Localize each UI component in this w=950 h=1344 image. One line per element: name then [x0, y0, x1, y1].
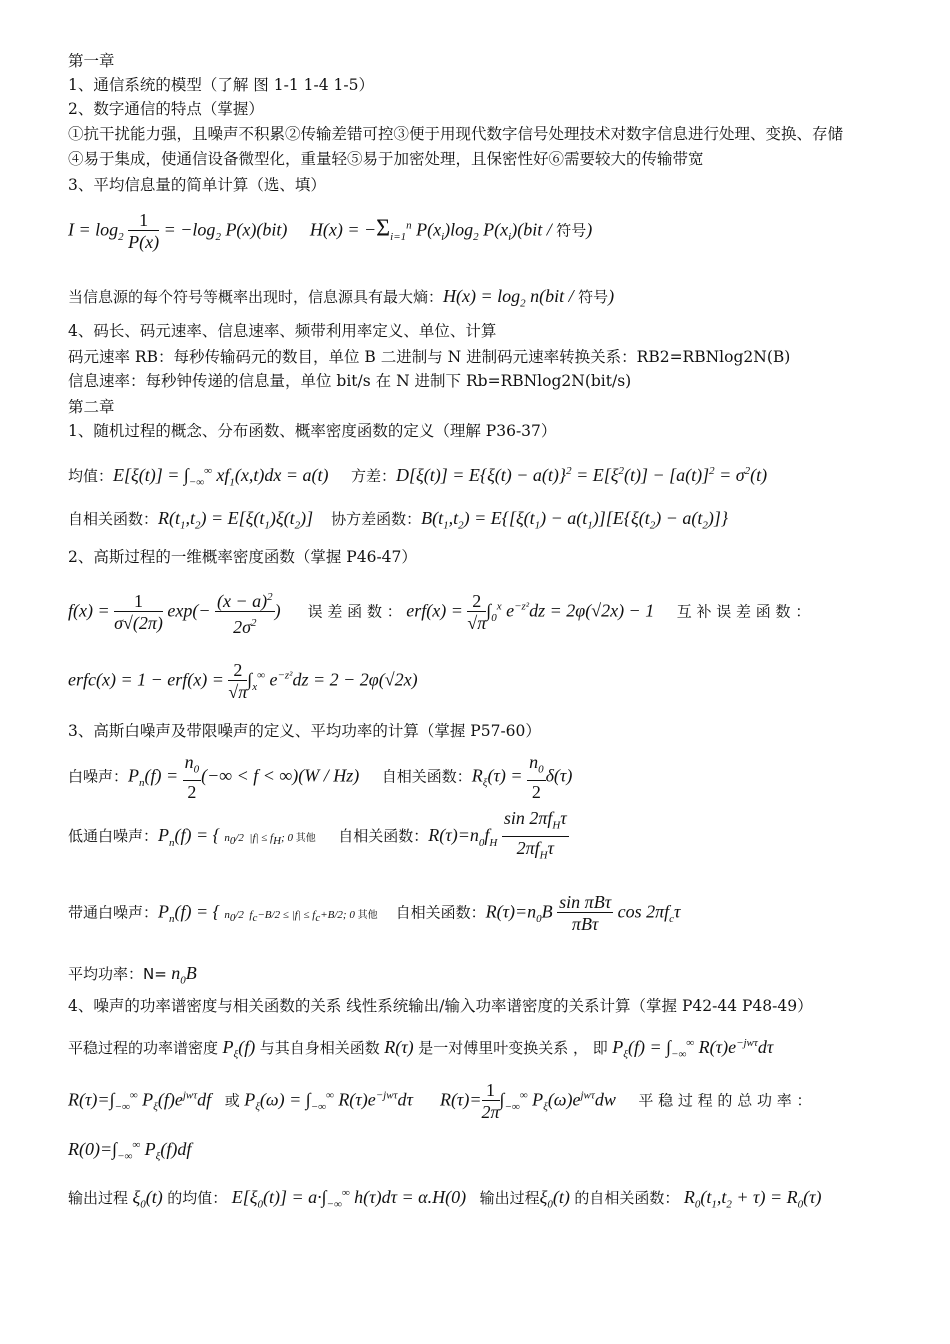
mean-label: 均值： [68, 467, 114, 485]
section-1-1: 1、通信系统的模型（了解 图 1-1 1-4 1-5） [68, 76, 374, 94]
total-power-label: 平 稳 过 程 的 总 功 率 ： [638, 1091, 812, 1110]
section-1-4: 4、码长、码元速率、信息速率、频带利用率定义、单位、计算 [68, 322, 497, 340]
other-label: 其他 [295, 833, 316, 845]
bandpass-label: 带通白噪声： [68, 903, 159, 922]
power-label: 平均功率：N= [68, 965, 167, 983]
variance-label: 方差： [351, 467, 397, 485]
section-1-2: 2、数字通信的特点（掌握） [68, 100, 264, 118]
formula-output-process: 输出过程 $\xi_0(t)$ 的均值： $E[\xi_0(t)] = a\cdot\int_{-\infty}^\infty$ h(τ)dτ = α.H(0) 输出过程$\xi_0(t)$ 的自相关函数： $R_0(t_1,t_2 + \tau) = R_0(\tau)$ [68, 1187, 822, 1211]
psd-text-3: 是一对傅里叶变换关系 ， 即 [418, 1039, 608, 1057]
formula-total-power: $R(0)=\int_{-\infty}^\infty$ $P_\xi(f)df$ [68, 1139, 192, 1163]
formula-white-noise: 白噪声：$P_n(f)$ = $\frac{n_0}{2}$ (−∞ < f < ∞)(W / Hz) 自相关函数：$R_\xi(\tau)$ = $\frac{n_0}{2}$ δ(τ) [68, 752, 573, 802]
section-1-2-line-a: ①抗干扰能力强，且噪声不积累②传输差错可控③便于用现代数字信号处理技术对数字信息进行处理、变换、存储 [68, 125, 844, 143]
formula-erfc: erfc(x) = 1 − erf(x) = $\frac{2}{√\pi}$ $\int_x^\infty$ $e^{-z^2}dz = 2 - 2\varphi(√2x)$ [68, 660, 418, 702]
formula-gaussian-pdf: f(x) = $\frac{1}{\sigma√(2\pi)}$ exp(− $\frac{(x - a)^2}{2\sigma^2}$ ) 误 差 函 数 ： erf(x) = $\frac{2}{√\pi}$ $\int_0^x$ $e^{-z^2}dz = 2\varphi(√2x) - 1$ 互 补 误 差 函 数 ： [68, 587, 810, 638]
formula-mean-variance: 均值：$E[\xi(t)] = \int_{-\infty}^\infty$ $xf_1(x,t)dx = a(t)$ 方差：$D[\xi(t)] = E\{\xi(t) - a(t)\}^2 = E[\xi^2(t)] - [a(t)]^2 = \sigma^2(t)$ [68, 465, 768, 489]
out-ac-label-2: 的自相关函数： [574, 1189, 680, 1207]
or-label: 或 [224, 1091, 240, 1110]
erf-label: 误 差 函 数 ： [307, 602, 402, 621]
psd-text: 平稳过程的功率谱密度 [68, 1039, 219, 1057]
formula-max-entropy: 当信息源的每个符号等概率出现时，信息源具有最大熵：$H(x) = \log_2 n(bit$ / 符号) [68, 286, 615, 310]
erfc-label: 互 补 误 差 函 数 ： [676, 602, 811, 621]
other-label-2: 其他 [357, 909, 378, 921]
section-1-4-line-a: 码元速率 RB：每秒传输码元的数目，单位 B 二进制与 N 进制码元速率转换关系：RB2=RBNlog2N(B) [68, 348, 791, 366]
section-1-4-line-b: 信息速率：每秒钟传递的信息量，单位 bit/s 在 N 进制下 Rb=RBNlog2N(bit/s) [68, 372, 632, 390]
out-mean-label: 输出过程 [68, 1189, 129, 1207]
white-ac-label: 自相关函数： [381, 767, 472, 786]
symbol-label: 符号 [556, 221, 587, 240]
lowpass-label: 低通白噪声： [68, 827, 159, 846]
chapter-1-heading: 第一章 [68, 52, 115, 70]
section-2-2: 2、高斯过程的一维概率密度函数（掌握 P46-47） [68, 548, 417, 566]
symbol-label-2: 符号 [578, 288, 609, 306]
lowpass-ac-label: 自相关函数： [338, 827, 429, 846]
formula-autocorr-covar: 自相关函数：$R(t_1,t_2) = E[\xi(t_1)\xi(t_2)]$ 协方差函数：$B(t_1,t_2) = E\{[\xi(t_1) - a(t_1)][E\{\xi(t_2) - a(t_2)]\}$ [68, 508, 729, 532]
formula-psd-relation: 平稳过程的功率谱密度 $P_\xi(f)$ 与其自身相关函数 R(τ) 是一对傅里叶变换关系 ， 即 $P_\xi(f) = \int_{-\infty}^\infty$ $R(\tau)e^{-jw\tau}d\tau$ [68, 1037, 774, 1061]
covar-label: 协方差函数： [331, 510, 422, 528]
section-2-3: 3、高斯白噪声及带限噪声的定义、平均功率的计算（掌握 P57-60） [68, 722, 541, 740]
white-label: 白噪声： [68, 767, 129, 786]
formula-lowpass-noise: 低通白噪声：$P_n(f)$ = { $n_0/2$ $|f| \le f_H$; 0 其他 自相关函数：$R(\tau)=n_0f_H$ $\frac{\sin 2\pi f_H\tau}{2\pi f_H\tau}$ [68, 808, 567, 862]
chapter-2-heading: 第二章 [68, 398, 115, 416]
autocorr-label: 自相关函数： [68, 510, 159, 528]
section-1-3: 3、平均信息量的简单计算（选、填） [68, 176, 326, 194]
bandpass-ac-label: 自相关函数： [395, 903, 486, 922]
formula-bandpass-noise: 带通白噪声：$P_n(f)$ = { $n_0/2$ $f_c-B/2 \le |f| \le f_c+B/2$; 0 其他 自相关函数：$R(\tau)=n_0B$ $\frac{\text{sin πBτ}}{\text{πBτ}}$ $\cos 2\pi f_c\tau$ [68, 892, 681, 934]
formula-average-power: 平均功率：$N= n_0B$ [68, 963, 197, 987]
formula-information: $I = \log_2$ $\frac{1}{P(x)}$ = $-\log_2$ P(x)(bit) $H(x) = -\Sigma_{i=1}^n$ $P(x_i)\log_2$ $P(x_i)(bit$ / 符号) [68, 210, 593, 252]
out-mean-label-2: 的均值： [167, 1189, 228, 1207]
section-2-1: 1、随机过程的概念、分布函数、概率密度函数的定义（理解 P36-37） [68, 422, 557, 440]
out-ac-label: 输出过程 [479, 1189, 540, 1207]
psd-text-2: 与其自身相关函数 [259, 1039, 380, 1057]
formula-fourier-pair: $R(\tau)=\int_{-\infty}^\infty$ $P_\xi(f)e^{jw\tau}df$ 或 $P_\xi(\omega) = \int_{-\infty}^\infty$ $R(\tau)e^{-jw\tau}d\tau$ R(τ)= $\frac{1}{2\pi}$ $\int_{-\infty}^\infty$ $P_\xi(\omega)e^{jw\tau}dw$ 平 稳 过 程 的 总 功 率 ： [68, 1080, 812, 1122]
section-1-2-line-b: ④易于集成，使通信设备微型化，重量轻⑤易于加密处理，且保密性好⑥需要较大的传输带宽 [68, 150, 704, 168]
section-2-4: 4、噪声的功率谱密度与相关函数的关系 线性系统输出/输入功率谱密度的关系计算（掌握 P42-44 P48-49） [68, 997, 813, 1015]
max-entropy-text: 当信息源的每个符号等概率出现时，信息源具有最大熵： [68, 288, 444, 306]
